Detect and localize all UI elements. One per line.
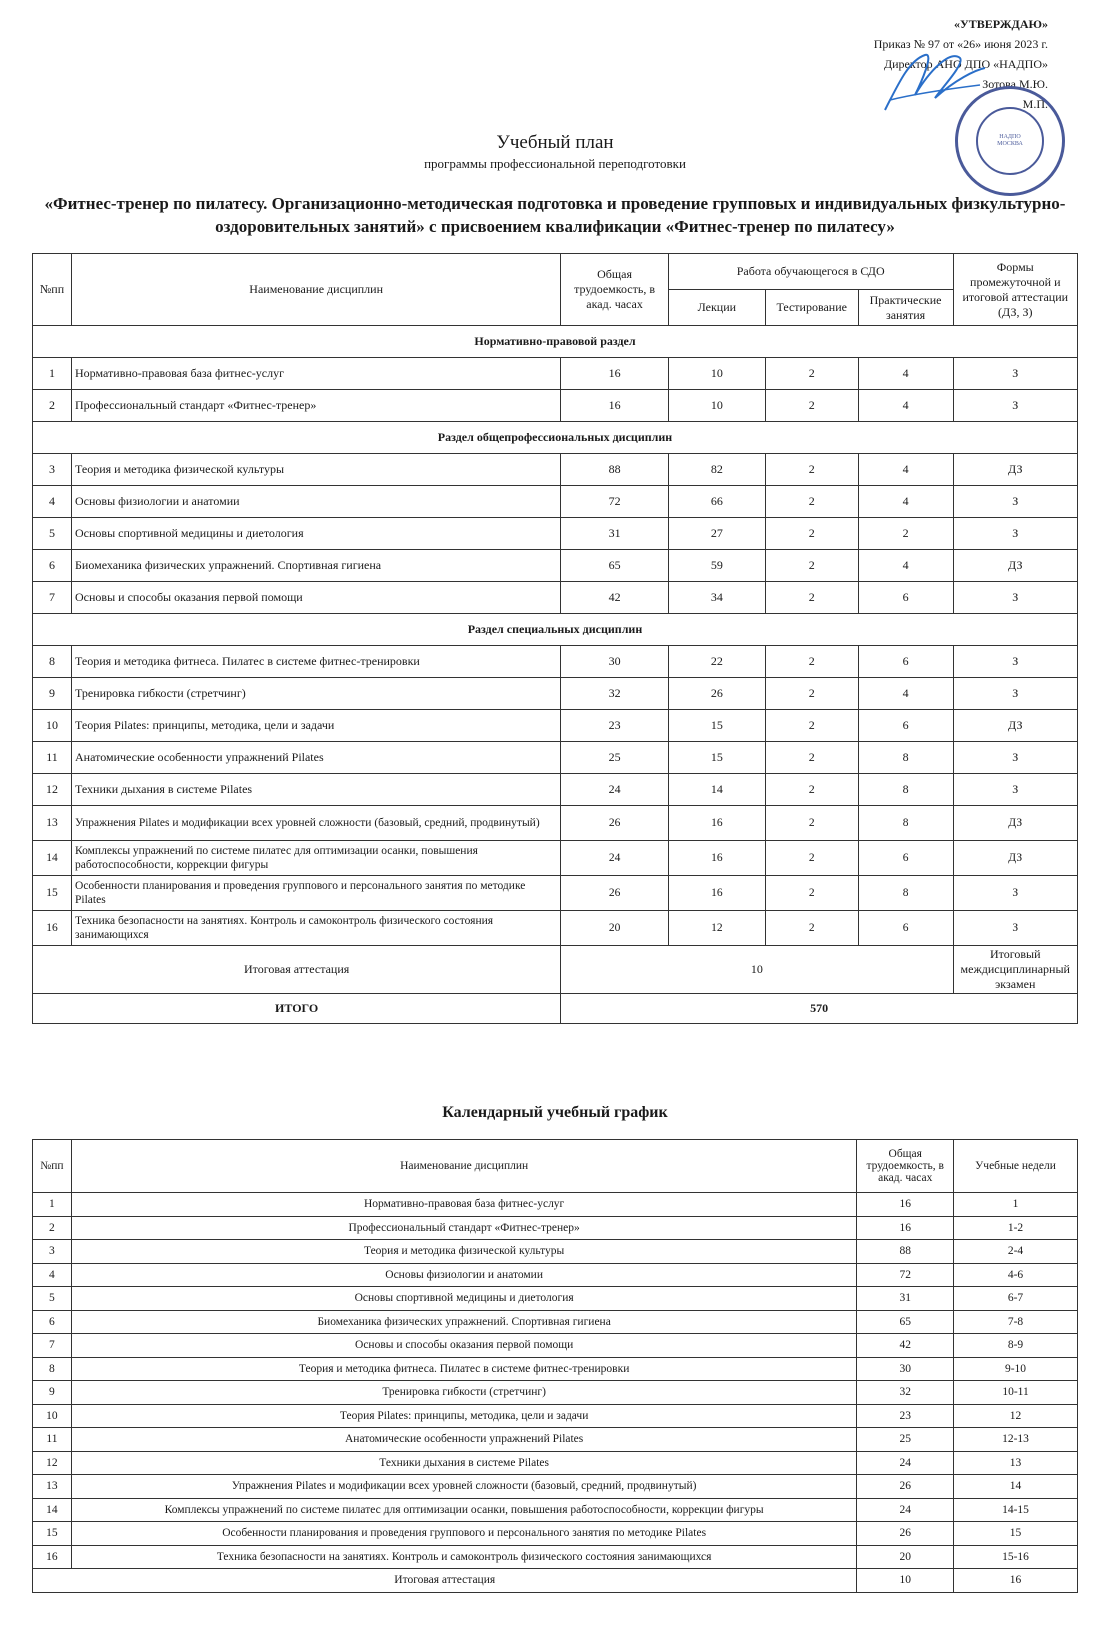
curriculum-table <box>32 253 1078 1024</box>
approval-order: Приказ № 97 от «26» июня 2023 г. <box>873 37 1048 51</box>
attestation-form: З <box>953 486 1077 518</box>
discipline-name: Теория и методика фитнеса. Пилатес в системе фитнес-тренировки <box>72 646 561 678</box>
study-weeks: 15 <box>954 1522 1078 1546</box>
study-weeks: 2-4 <box>954 1240 1078 1264</box>
testing-hours: 2 <box>765 806 858 841</box>
row-number: 15 <box>33 876 72 911</box>
row-number: 16 <box>33 1545 72 1569</box>
practice-hours: 8 <box>858 742 953 774</box>
table-row <box>33 1381 1078 1405</box>
row-number: 8 <box>33 1357 72 1381</box>
cal-total-header: Общая трудоемкость, в акад. часах <box>857 1140 954 1193</box>
discipline-name: Теория и методика физической культуры <box>72 454 561 486</box>
study-weeks: 4-6 <box>954 1263 1078 1287</box>
testing-hours: 2 <box>765 876 858 911</box>
approval-heading: «УТВЕРЖДАЮ» <box>953 17 1048 31</box>
final-attestation-hours: 10 <box>561 946 953 994</box>
lecture-hours: 15 <box>668 710 765 742</box>
lecture-hours: 15 <box>668 742 765 774</box>
total-hours: 26 <box>561 876 669 911</box>
discipline-name: Основы физиологии и анатомии <box>71 1263 857 1287</box>
discipline-name: Основы и способы оказания первой помощи <box>71 1334 857 1358</box>
study-weeks: 1 <box>954 1193 1078 1217</box>
table-row <box>33 550 1078 582</box>
lecture-hours: 34 <box>668 582 765 614</box>
total-hours: 72 <box>561 486 669 518</box>
row-number: 15 <box>33 1522 72 1546</box>
table-row <box>33 1475 1078 1499</box>
row-number: 5 <box>33 1287 72 1311</box>
discipline-name: Комплексы упражнений по системе пилатес для оптимизации осанки, повышения работоспособности, коррекции фигуры <box>71 1498 857 1522</box>
discipline-name: Упражнения Pilates и модификации всех уровней сложности (базовый, средний, продвинутый) <box>71 1475 857 1499</box>
study-weeks: 12 <box>954 1404 1078 1428</box>
final-attestation-row <box>33 1569 1078 1593</box>
discipline-name: Техники дыхания в системе Pilates <box>72 774 561 806</box>
study-weeks: 1-2 <box>954 1216 1078 1240</box>
discipline-name: Тренировка гибкости (стретчинг) <box>71 1381 857 1405</box>
total-hours: 72 <box>857 1263 954 1287</box>
total-hours: 88 <box>857 1240 954 1264</box>
discipline-name: Основы физиологии и анатомии <box>72 486 561 518</box>
calendar-table <box>32 1139 1078 1593</box>
testing-hours: 2 <box>765 454 858 486</box>
row-number: 2 <box>33 1216 72 1240</box>
total-hours: 88 <box>561 454 669 486</box>
attestation-form: ДЗ <box>953 710 1077 742</box>
total-hours: 20 <box>857 1545 954 1569</box>
final-attestation-form: Итоговый междисциплинарный экзамен <box>953 946 1077 994</box>
total-hours: 23 <box>561 710 669 742</box>
final-attestation-label: Итоговая аттестация <box>33 946 561 994</box>
table-row <box>33 1216 1078 1240</box>
table-row <box>33 486 1078 518</box>
discipline-name: Особенности планирования и проведения группового и персонального занятия по методике Pilates <box>71 1522 857 1546</box>
study-weeks: 14 <box>954 1475 1078 1499</box>
section-row <box>33 326 1078 358</box>
attestation-form: З <box>953 582 1077 614</box>
study-weeks: 13 <box>954 1451 1078 1475</box>
col-num-header: №пп <box>33 254 72 326</box>
practice-hours: 6 <box>858 710 953 742</box>
discipline-name: Основы и способы оказания первой помощи <box>72 582 561 614</box>
total-label: ИТОГО <box>33 994 561 1024</box>
lecture-hours: 12 <box>668 911 765 946</box>
final-attestation-label: Итоговая аттестация <box>33 1569 857 1593</box>
practice-hours: 4 <box>858 390 953 422</box>
total-hours: 42 <box>561 582 669 614</box>
practice-hours: 8 <box>858 806 953 841</box>
row-number: 9 <box>33 678 72 710</box>
total-hours: 30 <box>561 646 669 678</box>
total-hours: 24 <box>561 774 669 806</box>
discipline-name: Теория Pilates: принципы, методика, цели и задачи <box>72 710 561 742</box>
total-hours: 25 <box>561 742 669 774</box>
practice-hours: 4 <box>858 358 953 390</box>
table-row <box>33 1428 1078 1452</box>
discipline-name: Теория и методика физической культуры <box>71 1240 857 1264</box>
total-hours: 24 <box>857 1498 954 1522</box>
practice-hours: 6 <box>858 582 953 614</box>
final-attestation-weeks: 16 <box>954 1569 1078 1593</box>
discipline-name: Нормативно-правовая база фитнес-услуг <box>72 358 561 390</box>
row-number: 10 <box>33 1404 72 1428</box>
table-row <box>33 774 1078 806</box>
attestation-form: З <box>953 742 1077 774</box>
testing-hours: 2 <box>765 486 858 518</box>
total-hours: 23 <box>857 1404 954 1428</box>
testing-hours: 2 <box>765 742 858 774</box>
table-row <box>33 1498 1078 1522</box>
practice-hours: 4 <box>858 486 953 518</box>
row-number: 13 <box>33 1475 72 1499</box>
table-row <box>33 1451 1078 1475</box>
col-forms-header: Формы промежуточной и итоговой аттестации (ДЗ, З) <box>953 254 1077 326</box>
table-row <box>33 358 1078 390</box>
practice-hours: 4 <box>858 550 953 582</box>
total-hours: 20 <box>561 911 669 946</box>
attestation-form: З <box>953 390 1077 422</box>
discipline-name: Техники дыхания в системе Pilates <box>71 1451 857 1475</box>
study-weeks: 7-8 <box>954 1310 1078 1334</box>
lecture-hours: 27 <box>668 518 765 550</box>
row-number: 7 <box>33 1334 72 1358</box>
attestation-form: З <box>953 518 1077 550</box>
cal-num-header: №пп <box>33 1140 72 1193</box>
table-row <box>33 1404 1078 1428</box>
page-title: Учебный план <box>496 132 614 153</box>
study-weeks: 14-15 <box>954 1498 1078 1522</box>
row-number: 16 <box>33 911 72 946</box>
practice-hours: 6 <box>858 911 953 946</box>
final-attestation-hours: 10 <box>857 1569 954 1593</box>
discipline-name: Профессиональный стандарт «Фитнес-тренер» <box>72 390 561 422</box>
row-number: 7 <box>33 582 72 614</box>
table-row <box>33 1357 1078 1381</box>
total-hours: 31 <box>561 518 669 550</box>
table-row <box>33 742 1078 774</box>
table-row <box>33 390 1078 422</box>
cal-weeks-header: Учебные недели <box>954 1140 1078 1193</box>
discipline-name: Теория Pilates: принципы, методика, цели и задачи <box>71 1404 857 1428</box>
program-title: «Фитнес-тренер по пилатесу. Организационно-методическая подготовка и проведение групповых и индивидуальных физкультурно-оздоровительных занятий» с присвоением квалификации «Фитнес-тренер по пилатесу» <box>44 194 1066 236</box>
row-number: 11 <box>33 742 72 774</box>
attestation-form: З <box>953 358 1077 390</box>
table-row <box>33 646 1078 678</box>
total-hours: 24 <box>857 1451 954 1475</box>
lecture-hours: 16 <box>668 841 765 876</box>
total-hours: 26 <box>857 1522 954 1546</box>
cal-name-header: Наименование дисциплин <box>71 1140 857 1193</box>
row-number: 3 <box>33 454 72 486</box>
section-row <box>33 422 1078 454</box>
attestation-form: З <box>953 678 1077 710</box>
total-hours: 65 <box>857 1310 954 1334</box>
final-attestation-row <box>33 946 1078 994</box>
section-title: Нормативно-правовой раздел <box>33 326 1078 358</box>
study-weeks: 10-11 <box>954 1381 1078 1405</box>
row-number: 4 <box>33 486 72 518</box>
approval-mp: М.П. <box>1022 97 1048 111</box>
total-hours: 16 <box>857 1216 954 1240</box>
row-number: 12 <box>33 1451 72 1475</box>
row-number: 8 <box>33 646 72 678</box>
section-title: Раздел специальных дисциплин <box>33 614 1078 646</box>
row-number: 9 <box>33 1381 72 1405</box>
testing-hours: 2 <box>765 646 858 678</box>
table-row <box>33 1334 1078 1358</box>
table-row <box>33 582 1078 614</box>
row-number: 1 <box>33 358 72 390</box>
table-row <box>33 518 1078 550</box>
total-hours-value: 570 <box>561 994 1078 1024</box>
total-hours: 16 <box>561 358 669 390</box>
row-number: 14 <box>33 841 72 876</box>
row-number: 4 <box>33 1263 72 1287</box>
practice-hours: 4 <box>858 454 953 486</box>
calendar-title: Календарный учебный график <box>442 1104 668 1121</box>
testing-hours: 2 <box>765 390 858 422</box>
col-work-header: Работа обучающегося в СДО <box>668 254 953 290</box>
table-row <box>33 1263 1078 1287</box>
table-row <box>33 710 1078 742</box>
stamp-icon: НАДПО МОСКВА <box>955 86 1065 196</box>
col-name-header: Наименование дисциплин <box>72 254 561 326</box>
row-number: 12 <box>33 774 72 806</box>
table-row <box>33 911 1078 946</box>
row-number: 6 <box>33 1310 72 1334</box>
total-hours: 32 <box>561 678 669 710</box>
study-weeks: 6-7 <box>954 1287 1078 1311</box>
row-number: 14 <box>33 1498 72 1522</box>
row-number: 13 <box>33 806 72 841</box>
practice-hours: 2 <box>858 518 953 550</box>
total-hours: 25 <box>857 1428 954 1452</box>
lecture-hours: 26 <box>668 678 765 710</box>
row-number: 5 <box>33 518 72 550</box>
row-number: 10 <box>33 710 72 742</box>
discipline-name: Тренировка гибкости (стретчинг) <box>72 678 561 710</box>
discipline-name: Упражнения Pilates и модификации всех уровней сложности (базовый, средний, продвинутый) <box>72 806 561 841</box>
section-row <box>33 614 1078 646</box>
total-hours: 16 <box>561 390 669 422</box>
approval-position: Директор АНО ДПО «НАДПО» <box>883 57 1048 71</box>
table-row <box>33 678 1078 710</box>
lecture-hours: 10 <box>668 358 765 390</box>
row-number: 2 <box>33 390 72 422</box>
table-row <box>33 1193 1078 1217</box>
lecture-hours: 10 <box>668 390 765 422</box>
lecture-hours: 16 <box>668 876 765 911</box>
row-number: 11 <box>33 1428 72 1452</box>
testing-hours: 2 <box>765 710 858 742</box>
lecture-hours: 14 <box>668 774 765 806</box>
practice-hours: 6 <box>858 841 953 876</box>
total-hours: 31 <box>857 1287 954 1311</box>
testing-hours: 2 <box>765 841 858 876</box>
col-lectures-header: Лекции <box>668 290 765 326</box>
discipline-name: Биомеханика физических упражнений. Спортивная гигиена <box>71 1310 857 1334</box>
table-row <box>33 806 1078 841</box>
discipline-name: Анатомические особенности упражнений Pilates <box>71 1428 857 1452</box>
attestation-form: ДЗ <box>953 841 1077 876</box>
table-row <box>33 1287 1078 1311</box>
practice-hours: 6 <box>858 646 953 678</box>
discipline-name: Особенности планирования и проведения группового и персонального занятия по методике Pilates <box>72 876 561 911</box>
table-row <box>33 454 1078 486</box>
lecture-hours: 22 <box>668 646 765 678</box>
lecture-hours: 82 <box>668 454 765 486</box>
testing-hours: 2 <box>765 550 858 582</box>
total-hours: 65 <box>561 550 669 582</box>
discipline-name: Нормативно-правовая база фитнес-услуг <box>71 1193 857 1217</box>
row-number: 1 <box>33 1193 72 1217</box>
lecture-hours: 66 <box>668 486 765 518</box>
discipline-name: Техника безопасности на занятиях. Контроль и самоконтроль физического состояния занимающихся <box>71 1545 857 1569</box>
testing-hours: 2 <box>765 678 858 710</box>
practice-hours: 8 <box>858 876 953 911</box>
total-row <box>33 994 1078 1024</box>
table-row <box>33 1545 1078 1569</box>
total-hours: 32 <box>857 1381 954 1405</box>
total-hours: 16 <box>857 1193 954 1217</box>
discipline-name: Профессиональный стандарт «Фитнес-тренер» <box>71 1216 857 1240</box>
total-hours: 26 <box>561 806 669 841</box>
discipline-name: Комплексы упражнений по системе пилатес для оптимизации осанки, повышения работоспособности, коррекции фигуры <box>72 841 561 876</box>
section-title: Раздел общепрофессиональных дисциплин <box>33 422 1078 454</box>
table-row <box>33 1240 1078 1264</box>
discipline-name: Биомеханика физических упражнений. Спортивная гигиена <box>72 550 561 582</box>
attestation-form: З <box>953 876 1077 911</box>
practice-hours: 4 <box>858 678 953 710</box>
attestation-form: З <box>953 774 1077 806</box>
total-hours: 26 <box>857 1475 954 1499</box>
attestation-form: З <box>953 911 1077 946</box>
lecture-hours: 16 <box>668 806 765 841</box>
col-testing-header: Тестирование <box>765 290 858 326</box>
table-row <box>33 876 1078 911</box>
col-total-header: Общая трудоемкость, в акад. часах <box>561 254 669 326</box>
study-weeks: 8-9 <box>954 1334 1078 1358</box>
testing-hours: 2 <box>765 358 858 390</box>
col-practice-header: Практические занятия <box>858 290 953 326</box>
approval-name: Зотова М.Ю. <box>982 77 1048 91</box>
study-weeks: 12-13 <box>954 1428 1078 1452</box>
testing-hours: 2 <box>765 582 858 614</box>
attestation-form: ДЗ <box>953 550 1077 582</box>
discipline-name: Техника безопасности на занятиях. Контроль и самоконтроль физического состояния занимающихся <box>72 911 561 946</box>
discipline-name: Теория и методика фитнеса. Пилатес в системе фитнес-тренировки <box>71 1357 857 1381</box>
table-row <box>33 1522 1078 1546</box>
row-number: 6 <box>33 550 72 582</box>
testing-hours: 2 <box>765 774 858 806</box>
practice-hours: 8 <box>858 774 953 806</box>
attestation-form: ДЗ <box>953 454 1077 486</box>
table-row <box>33 1310 1078 1334</box>
discipline-name: Основы спортивной медицины и диетология <box>72 518 561 550</box>
lecture-hours: 59 <box>668 550 765 582</box>
testing-hours: 2 <box>765 911 858 946</box>
page-subtitle: программы профессиональной переподготовки <box>424 156 686 171</box>
study-weeks: 15-16 <box>954 1545 1078 1569</box>
study-weeks: 9-10 <box>954 1357 1078 1381</box>
testing-hours: 2 <box>765 518 858 550</box>
discipline-name: Основы спортивной медицины и диетология <box>71 1287 857 1311</box>
total-hours: 24 <box>561 841 669 876</box>
attestation-form: З <box>953 646 1077 678</box>
row-number: 3 <box>33 1240 72 1264</box>
discipline-name: Анатомические особенности упражнений Pilates <box>72 742 561 774</box>
total-hours: 30 <box>857 1357 954 1381</box>
attestation-form: ДЗ <box>953 806 1077 841</box>
table-row <box>33 841 1078 876</box>
total-hours: 42 <box>857 1334 954 1358</box>
